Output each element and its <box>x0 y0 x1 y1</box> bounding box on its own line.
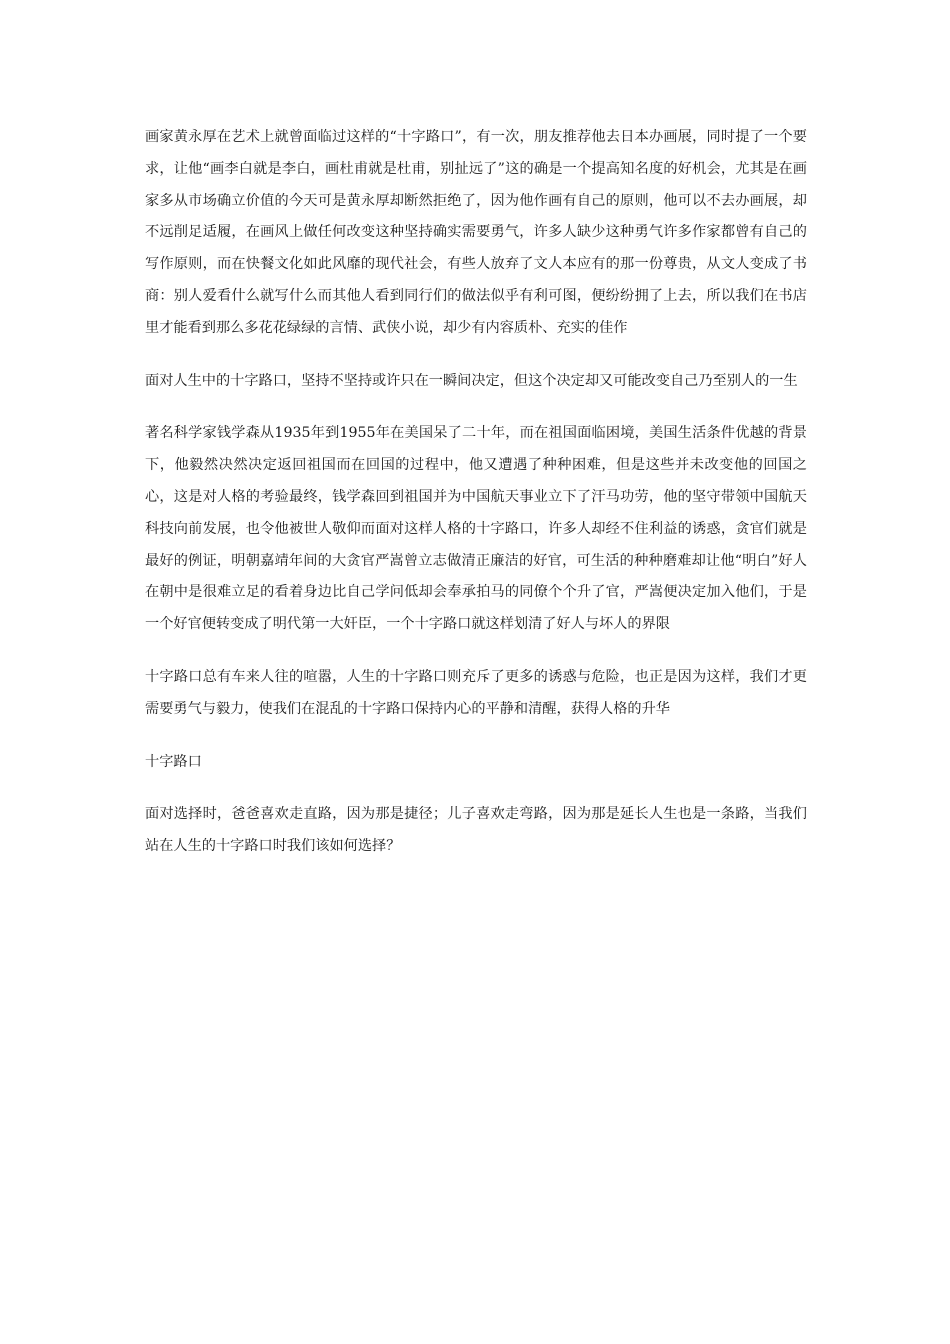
paragraph-huang-yonghou: 画家黄永厚在艺术上就曾面临过这样的“十字路口”，有一次，朋友推荐他去日本办画展，同时提了一个要求，让他“画李白就是李白，画杜甫就是杜甫，别扯远了”这的确是一个提高知名度的好机会，尤其是在画家多从市场确立价值的今天可是黄永厚却断然拒绝了，因为他作画有自己的原则，他可以不去办画展，却不远削足适履，在画风上做任何改变这种坚持确实需要勇气，许多人缺少这种勇气许多作家都曾有自己的写作原则，而在快餐文化如此风靡的现代社会，有些人放弃了文人本应有的那一份尊贵，从文人变成了书商：别人爱看什么就写什么而其他人看到同行们的做法似乎有利可图，便纷纷拥了上去，所以我们在书店里才能看到那么多花花绿绿的言情、武侠小说，却少有内容质朴、充实的佳作 <box>145 129 807 336</box>
paragraph-crossroads-noise: 十字路口总有车来人往的喧嚣，人生的十字路口则充斥了更多的诱惑与危险，也正是因为这样，我们才更需要勇气与毅力，使我们在混乱的十字路口保持内心的平静和清醒，获得人格的升华 <box>145 668 807 717</box>
paragraph-qian-xuesen: 著名科学家钱学森从1935年到1955年在美国呆了二十年，而在祖国面临困境，美国生活条件优越的背景下，他毅然决然决定返回祖国而在回国的过程中，他又遭遇了种种困难，但是这些并未改变他的回国之心，这是对人格的考验最终，钱学森回到祖国并为中国航天事业立下了汗马功劳，他的坚守带领中国航天科技向前发展，也令他被世人敬仰而面对这样人格的十字路口，许多人却经不住利益的诱惑，贪官们就是最好的例证，明朝嘉靖年间的大贪官严嵩曾立志做清正廉洁的好官，可生活的种种磨难却让他“明白”好人在朝中是很难立足的看着身边比自己学问低却会奉承拍马的同僚个个升了官，严嵩便决定加入他们，于是一个好官便转变成了明代第一大奸臣，一个十字路口就这样划清了好人与坏人的界限 <box>145 425 807 633</box>
section-heading: 十字路口 <box>145 753 202 770</box>
paragraph-crossroads-decision: 面对人生中的十字路口，坚持不坚持或许只在一瞬间决定，但这个决定却又可能改变自己乃至别人的一生 <box>145 372 798 389</box>
document-page <box>145 122 807 884</box>
paragraph-closing: 面对选择时，爸爸喜欢走直路，因为那是捷径；儿子喜欢走弯路，因为那是延长人生也是一条路，当我们站在人生的十字路口时我们该如何选择？ <box>145 806 807 855</box>
